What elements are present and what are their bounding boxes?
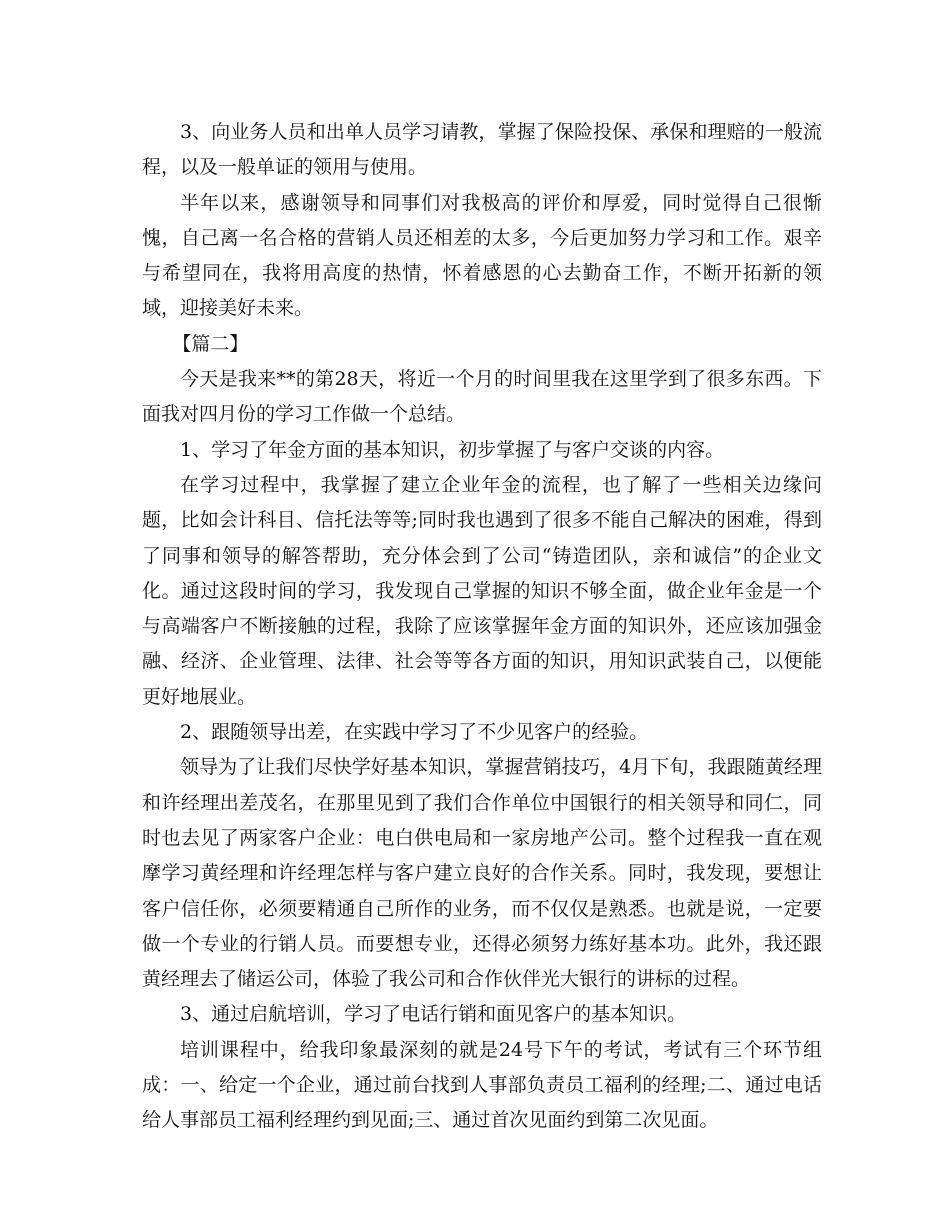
paragraph-item-2-business-trip: 2、跟随领导出差，在实践中学习了不少见客户的经验。 bbox=[180, 721, 649, 744]
paragraph-step-3-insurance: 3、向业务人员和出单人员学习请教，掌握了保险投保、承保和理赔的一般流程，以及一般单证的领用与使用。 bbox=[142, 121, 822, 179]
paragraph-item-1-annuity: 1、学习了年金方面的基本知识，初步掌握了与客户交谈的内容。 bbox=[180, 438, 725, 461]
paragraph-day-28-intro: 今天是我来**的第28天，将近一个月的时间里我在这里学到了很多东西。下面我对四月份的学习工作做一个总结。 bbox=[142, 368, 822, 426]
paragraph-training-exam: 培训课程中，给我印象最深刻的就是24号下午的考试，考试有三个环节组成：一、给定一个企业，通过前台找到人事部负责员工福利的经理;二、通过电话给人事部员工福利经理约到见面;三、通过首次见面约到第二次见面。 bbox=[142, 1038, 822, 1132]
document-page bbox=[142, 115, 822, 1139]
paragraph-learning-process: 在学习过程中，我掌握了建立企业年金的流程，也了解了一些相关边缘问题，比如会计科目、信托法等等;同时我也遇到了很多不能自己解决的困难，得到了同事和领导的解答帮助，充分体会到了公司“铸造团队，亲和诚信”的企业文化。通过这段时间的学习，我发现自己掌握的知识不够全面，做企业年金是一个与高端客户不断接触的过程，我除了应该掌握年金方面的知识外，还应该加强金融、经济、企业管理、法律、社会等等各方面的知识，用知识武装自己，以便能更好地展业。 bbox=[142, 473, 822, 708]
paragraph-trip-details: 领导为了让我们尽快学好基本知识，掌握营销技巧，4月下旬，我跟随黄经理和许经理出差茂名，在那里见到了我们合作单位中国银行的相关领导和同仁，同时也去见了两家客户企业：电白供电局和一家房地产公司。整个过程我一直在观摩学习黄经理和许经理怎样与客户建立良好的合作关系。同时，我发现，要想让客户信任你，必须要精通自己所作的业务，而不仅仅是熟悉。也就是说，一定要做一个专业的行销人员。而要想专业，还得必须努力练好基本功。此外，我还跟黄经理去了储运公司，体验了我公司和合作伙伴光大银行的讲标的过程。 bbox=[142, 756, 822, 991]
section-heading-part-two: 【篇二】 bbox=[172, 332, 249, 355]
paragraph-item-3-training: 3、通过启航培训，学习了电话行销和面见客户的基本知识。 bbox=[180, 1003, 687, 1026]
paragraph-half-year-summary: 半年以来，感谢领导和同事们对我极高的评价和厚爱，同时觉得自己很惭愧，自己离一名合格的营销人员还相差的太多，今后更加努力学习和工作。艰辛与希望同在，我将用高度的热情，怀着感恩的心去勤奋工作，不断开拓新的领域，迎接美好未来。 bbox=[142, 191, 822, 320]
